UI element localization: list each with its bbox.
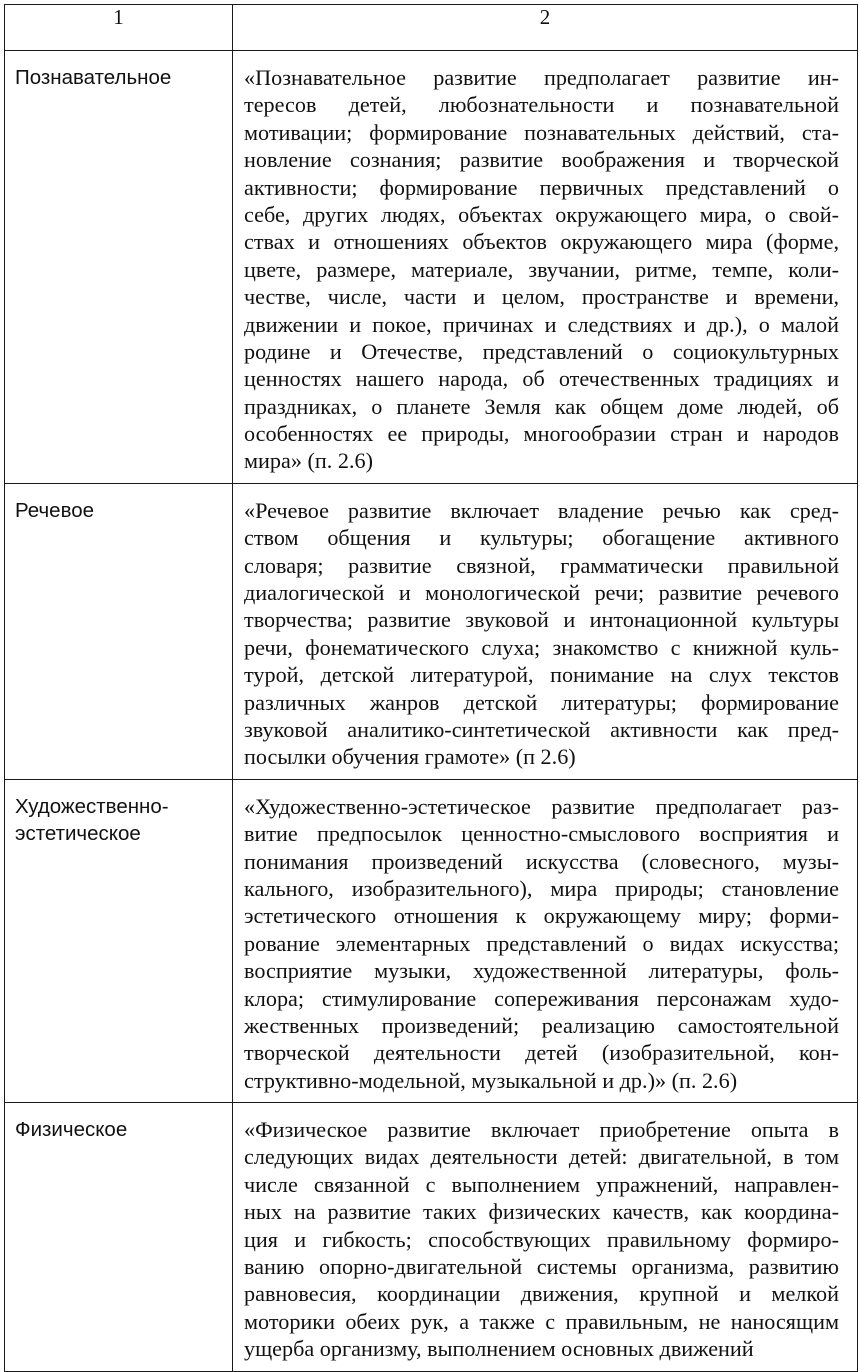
text-line: моторики обеих рук, а также с правильным, не наносящим xyxy=(244,1308,839,1334)
area-description-cell xyxy=(233,483,858,779)
text-line: жественных произведений; реализацию самостоятельной xyxy=(244,1012,839,1038)
text-line: восприятие музыки, художественной литературы, фоль- xyxy=(244,958,839,984)
text-line: «Физическое развитие включает приобретение опыта в xyxy=(244,1117,839,1143)
text-line: честве, числе, части и целом, пространстве и времени, xyxy=(244,284,839,310)
text-line: мотивации; формирование познавательных действий, ста- xyxy=(244,119,839,145)
table-row-physical xyxy=(5,1103,858,1372)
text-line: новление сознания; развитие воображения и творческой xyxy=(244,147,839,173)
text-line: числе связанной с выполнением упражнений, направлен- xyxy=(244,1171,839,1197)
text-line: ванию опорно-двигательной системы организма, развитию xyxy=(244,1254,839,1280)
text-line: диалогической и монологической речи; развитие речевого xyxy=(244,580,839,606)
text-line: структивно-модельной, музыкальной и др.)» (п. 2.6) xyxy=(244,1067,738,1093)
text-line: активности; формирование первичных представлений о xyxy=(244,174,839,200)
text-line: речи, фонематического слуха; знакомство с книжной куль- xyxy=(244,634,839,660)
text-line: «Познавательное развитие предполагает развитие ин- xyxy=(244,65,839,90)
text-line: творчества; развитие звуковой и интонационной культуры xyxy=(244,607,839,633)
text-line: понимания произведений искусства (словесного, музы- xyxy=(244,848,839,874)
text-line: ценностях нашего народа, об отечественных традициях и xyxy=(244,366,839,392)
text-line: турой, детской литературой, понимание на слух текстов xyxy=(244,662,839,688)
text-line: ством общения и культуры; обогащение активного xyxy=(244,525,839,551)
table-row-speech xyxy=(5,483,858,779)
text-line: особенностях ее природы, многообразии стран и народов xyxy=(244,421,839,447)
text-line: мира» (п. 2.6) xyxy=(244,448,373,474)
text-line: витие предпосылок ценностно-смыслового восприятия и xyxy=(244,821,839,847)
area-description-cell xyxy=(233,51,858,484)
area-name: Физическое xyxy=(15,1118,128,1142)
text-line: рование элементарных представлений о видах искусства; xyxy=(244,930,839,956)
area-name-cell xyxy=(5,51,233,484)
text-line: родине и Отечестве, представлений о социокультурных xyxy=(244,338,839,364)
education-areas-table xyxy=(4,4,858,1372)
text-line: ция и гибкость; способствующих правильному формиро- xyxy=(244,1226,839,1252)
area-name: Речевое xyxy=(15,498,95,522)
area-name-cell xyxy=(5,483,233,779)
text-line: себе, других людях, объектах окружающего мира, о свой- xyxy=(244,201,839,227)
area-description-cell xyxy=(233,1103,858,1372)
area-name-cell xyxy=(5,1103,233,1372)
text-line: праздниках, о планете Земля как общем доме людей, об xyxy=(244,393,839,419)
text-line: творческой деятельности детей (изобразительной, кон- xyxy=(244,1040,839,1066)
text-line: эстетического отношения к окружающему миру; форми- xyxy=(244,903,839,929)
text-line: кального, изобразительного), мира природы; становление xyxy=(244,875,839,901)
text-line: равновесия, координации движения, крупной и мелкой xyxy=(244,1281,839,1307)
column-header-1: 1 xyxy=(5,5,233,51)
text-line: «Речевое развитие включает владение речью как сред- xyxy=(244,497,839,523)
text-line: следующих видах деятельности детей: двигательной, в том xyxy=(244,1144,839,1170)
text-line: словаря; развитие связной, грамматически правильной xyxy=(244,552,839,578)
area-description-cell xyxy=(233,779,858,1102)
text-line: ущерба организму, выполнением основных движений xyxy=(244,1336,754,1362)
area-name: эстетическое xyxy=(15,822,141,846)
text-line: различных жанров детской литературы; формирование xyxy=(244,689,839,715)
text-line: «Художественно-эстетическое развитие предполагает раз- xyxy=(244,793,839,819)
text-line: цвете, размере, материале, звучании, ритме, темпе, коли- xyxy=(244,256,839,282)
text-line: посылки обучения грамоте» (п 2.6) xyxy=(244,744,576,770)
area-name-cell xyxy=(5,779,233,1102)
text-line: движении и покое, причинах и следствиях и др.), о малой xyxy=(244,311,839,337)
text-line: ствах и отношениях объектов окружающего мира (форме, xyxy=(244,229,839,255)
table-row-cognitive xyxy=(5,51,858,484)
text-line: клора; стимулирование сопереживания персонажам худо- xyxy=(244,985,839,1011)
text-line: тересов детей, любознательности и познавательной xyxy=(244,92,839,118)
text-line: ных на развитие таких физических качеств, как координа- xyxy=(244,1199,839,1225)
column-header-2: 2 xyxy=(233,5,858,51)
area-name: Художественно- xyxy=(15,794,169,818)
area-name: Познавательное xyxy=(15,66,172,89)
table-header-row xyxy=(5,5,858,51)
text-line: звуковой аналитико-синтетической активности как пред- xyxy=(244,716,839,742)
table-row-artistic xyxy=(5,779,858,1102)
